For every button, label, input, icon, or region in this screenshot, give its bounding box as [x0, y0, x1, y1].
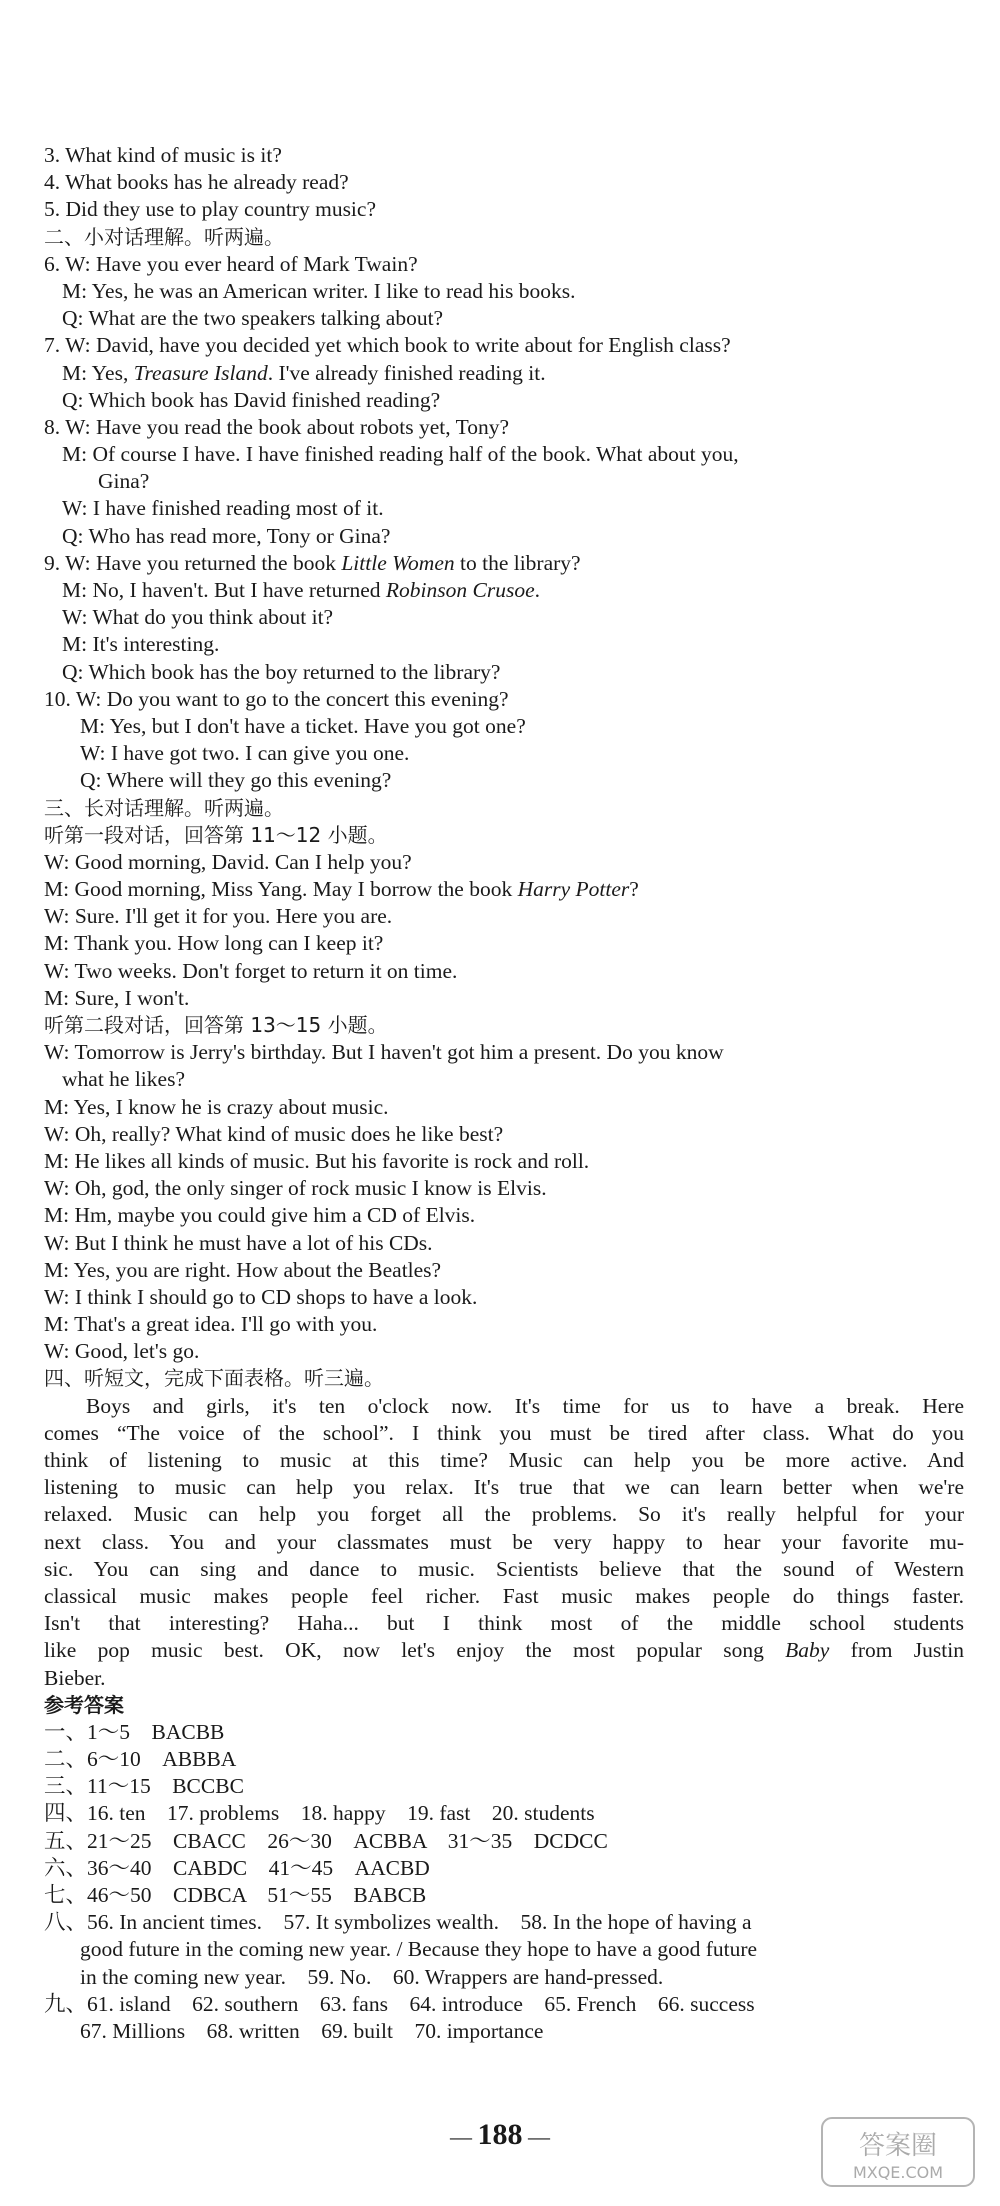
passage-paragraph [44, 1393, 964, 1692]
script-line: Q: Which book has David finished reading? [62, 387, 441, 412]
script-line: W: Tomorrow is Jerry's birthday. But I haven't got him a present. Do you know [44, 1040, 724, 1065]
script-line: 4. What books has he already read? [44, 170, 349, 195]
answer-line: 九、61. island 62. southern 63. fans 64. introduce 65. French 66. success [44, 1991, 755, 2016]
script-line: W: Oh, really? What kind of music does he like best? [44, 1121, 504, 1146]
script-line: 三、长对话理解。听两遍。 [44, 795, 284, 820]
answer-line: 三、11～15 BCCBC [44, 1774, 244, 1799]
script-line: 6. W: Have you ever heard of Mark Twain? [44, 251, 418, 276]
script-line: Q: What are the two speakers talking about? [62, 306, 444, 331]
script-line: M: That's a great idea. I'll go with you. [44, 1312, 378, 1337]
script-line: M: Hm, maybe you could give him a CD of Elvis. [44, 1203, 476, 1228]
answer-line: in the coming new year. 59. No. 60. Wrappers are hand-pressed. [80, 1964, 664, 1989]
script-line: 3. What kind of music is it? [44, 143, 282, 167]
script-line: W: But I think he must have a lot of his CDs. [44, 1230, 433, 1255]
passage-line: next class. You and your classmates must be very happy to hear your favorite mu- [44, 1529, 964, 1554]
script-line: W: I have finished reading most of it. [62, 496, 384, 521]
passage-line: Isn't that interesting? Haha... but I think most of the middle school students [44, 1611, 964, 1636]
script-line: M: He likes all kinds of music. But his favorite is rock and roll. [44, 1148, 590, 1173]
page-content [44, 142, 964, 2045]
page-number: — 188 — [450, 2118, 550, 2151]
answers-heading: 参考答案 [44, 1692, 124, 1717]
svg-text:MXQE.COM: MXQE.COM [852, 2163, 944, 2182]
passage-line: like pop music best. OK, now let's enjoy the most popular song Baby from Justin [44, 1638, 964, 1663]
answer-key [44, 1719, 964, 2045]
script-line: 听第一段对话，回答第 11～12 小题。 [44, 822, 388, 847]
script-line: Gina? [98, 469, 150, 494]
script-line: 四、听短文，完成下面表格。听三遍。 [44, 1366, 384, 1391]
script-line: 8. W: Have you read the book about robots yet, Tony? [44, 414, 510, 439]
passage-line: think of listening to music at this time? Music can help you be more active. And [44, 1448, 964, 1472]
answer-line: good future in the coming new year. / Because they hope to have a good future [80, 1937, 758, 1962]
script-line: M: Sure, I won't. [44, 985, 190, 1010]
passage-line: relaxed. Music can help you forget all the problems. So it's really helpful for your [44, 1502, 964, 1527]
script-line: 10. W: Do you want to go to the concert this evening? [44, 686, 509, 711]
script-line: M: Thank you. How long can I keep it? [44, 931, 384, 956]
script-line: Q: Who has read more, Tony or Gina? [62, 523, 391, 548]
script-line: 7. W: David, have you decided yet which book to write about for English class? [44, 333, 731, 358]
passage-line: listening to music can help you relax. It's true that we can learn better when we're [44, 1475, 964, 1500]
script-line: 5. Did they use to play country music? [44, 197, 376, 222]
script-line: M: Yes, Treasure Island. I've already finished reading it. [62, 360, 546, 385]
script-line: W: Good morning, David. Can I help you? [44, 849, 412, 874]
answer-line: 七、46～50 CDBCA 51～55 BABCB [44, 1883, 427, 1907]
script-line: M: Yes, you are right. How about the Beatles? [44, 1257, 442, 1282]
answer-line: 八、56. In ancient times. 57. It symbolizes wealth. 58. In the hope of having a [44, 1910, 752, 1935]
answer-line: 四、16. ten 17. problems 18. happy 19. fast 20. students [44, 1801, 595, 1826]
script-line: 听第二段对话，回答第 13～15 小题。 [44, 1013, 388, 1037]
script-line: M: Yes, I know he is crazy about music. [44, 1094, 389, 1119]
answer-line: 67. Millions 68. written 69. built 70. importance [80, 2018, 544, 2043]
script-line: 9. W: Have you returned the book Little Women to the library? [44, 550, 581, 575]
passage-line: Bieber. [44, 1665, 106, 1690]
passage-line: sic. You can sing and dance to music. Scientists believe that the sound of Western [44, 1556, 964, 1581]
script-line: M: Of course I have. I have finished reading half of the book. What about you, [62, 442, 739, 467]
script-line: Q: Which book has the boy returned to the library? [62, 659, 501, 684]
script-line: W: Two weeks. Don't forget to return it on time. [44, 958, 458, 983]
script-line: W: Oh, god, the only singer of rock music I know is Elvis. [44, 1176, 547, 1201]
script-line: M: Yes, but I don't have a ticket. Have you got one? [80, 713, 526, 738]
script-line: M: No, I haven't. But I have returned Robinson Crusoe. [62, 578, 540, 602]
listening-script [44, 142, 964, 1393]
passage-line: Boys and girls, it's ten o'clock now. It's time for us to have a break. Here [86, 1393, 964, 1418]
script-line: M: Good morning, Miss Yang. May I borrow the book Harry Potter? [44, 877, 639, 902]
script-line: what he likes? [62, 1067, 185, 1092]
page-number-value: 188 [477, 2118, 523, 2151]
script-line: W: I have got two. I can give you one. [80, 741, 410, 766]
watermark-logo [820, 2116, 976, 2188]
script-line: W: Sure. I'll get it for you. Here you are. [44, 904, 393, 929]
answer-line: 六、36～40 CABDC 41～45 AACBD [44, 1855, 430, 1880]
script-line: W: I think I should go to CD shops to have a look. [44, 1284, 478, 1309]
answer-line: 五、21～25 CBACC 26～30 ACBBA 31～35 DCDCC [44, 1828, 608, 1853]
script-line: M: Yes, he was an American writer. I like to read his books. [62, 278, 576, 303]
script-line: Q: Where will they go this evening? [80, 768, 392, 793]
script-line: W: Good, let's go. [44, 1339, 200, 1364]
passage-line: classical music makes people feel richer. Fast music makes people do things faster. [44, 1583, 964, 1608]
answer-line: 一、1～5 BACBB [44, 1719, 225, 1744]
answer-line: 二、6～10 ABBBA [44, 1747, 237, 1772]
script-line: M: It's interesting. [62, 632, 220, 657]
script-line: 二、小对话理解。听两遍。 [44, 224, 284, 249]
passage-line: comes “The voice of the school”. I think you must be tired after class. What do you [44, 1420, 964, 1445]
svg-text:答案圈: 答案圈 [858, 2131, 938, 2161]
script-line: W: What do you think about it? [62, 605, 334, 630]
